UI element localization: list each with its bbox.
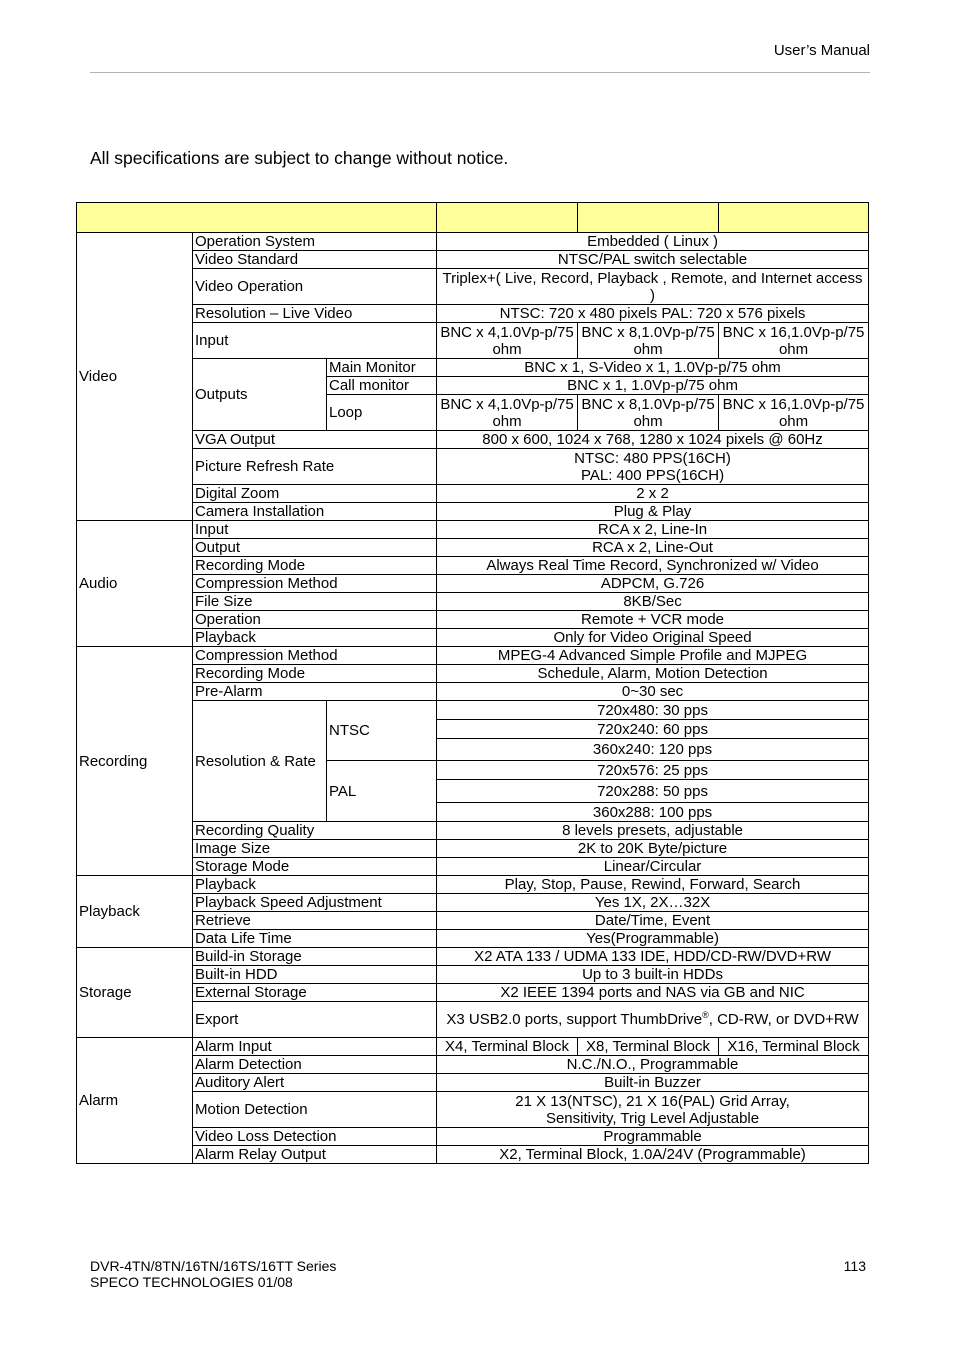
spec-value: 8 levels presets, adjustable (437, 822, 869, 840)
page-number: 113 (843, 1258, 866, 1274)
spec-label: Resolution – Live Video (193, 305, 437, 323)
spec-label: Compression Method (193, 575, 437, 593)
spec-label: Recording Mode (193, 557, 437, 575)
spec-label: Export (193, 1002, 437, 1038)
spec-label: Built-in HDD (193, 966, 437, 984)
table-row (77, 521, 869, 539)
spec-value: Triplex+( Live, Record, Playback , Remote, and Internet access ) (437, 269, 869, 305)
spec-value: MPEG-4 Advanced Simple Profile and MJPEG (437, 647, 869, 665)
spec-value: RCA x 2, Line-In (437, 521, 869, 539)
table-row (77, 966, 869, 984)
section-alarm: Alarm (77, 1038, 193, 1164)
spec-value: Up to 3 built-in HDDs (437, 966, 869, 984)
table-row (77, 305, 869, 323)
spec-value: 2K to 20K Byte/picture (437, 840, 869, 858)
spec-label: Storage Mode (193, 858, 437, 876)
table-row (77, 683, 869, 701)
spec-label: Output (193, 539, 437, 557)
table-row (77, 1146, 869, 1164)
table-row (77, 647, 869, 665)
spec-value: BNC x 1, S-Video x 1, 1.0Vp-p/75 ohm (437, 359, 869, 377)
table-row (77, 449, 869, 485)
spec-value (437, 449, 869, 485)
spec-value: NTSC/PAL switch selectable (437, 251, 869, 269)
spec-label: Video Loss Detection (193, 1128, 437, 1146)
spec-label: Data Life Time (193, 930, 437, 948)
motion-line-2: Sensitivity, Trig Level Adjustable (545, 1109, 760, 1127)
table-row (77, 1056, 869, 1074)
table-row (77, 359, 869, 377)
table-row (77, 485, 869, 503)
spec-value: Programmable (437, 1128, 869, 1146)
spec-value: Schedule, Alarm, Motion Detection (437, 665, 869, 683)
spec-value: Yes(Programmable) (437, 930, 869, 948)
spec-value-16ch: X16, Terminal Block (719, 1038, 869, 1056)
spec-value: 720x240: 60 pps (437, 720, 869, 739)
spec-value: 800 x 600, 1024 x 768, 1280 x 1024 pixels @ 60Hz (437, 431, 869, 449)
spec-label: Pre-Alarm (193, 683, 437, 701)
spec-value: ADPCM, G.726 (437, 575, 869, 593)
spec-value: Embedded ( Linux ) (437, 233, 869, 251)
table-row (77, 1002, 869, 1038)
spec-label: File Size (193, 593, 437, 611)
header-cell-item (77, 203, 437, 233)
section-audio: Audio (77, 521, 193, 647)
table-row (77, 575, 869, 593)
spec-label: Video Operation (193, 269, 437, 305)
spec-label: Auditory Alert (193, 1074, 437, 1092)
spec-label: External Storage (193, 984, 437, 1002)
spec-value (437, 1002, 869, 1038)
table-row (77, 822, 869, 840)
spec-sublabel: Call monitor (327, 377, 437, 395)
spec-label: Recording Mode (193, 665, 437, 683)
spec-label: Image Size (193, 840, 437, 858)
table-row (77, 593, 869, 611)
header-cell-16ch (719, 203, 869, 233)
header-cell-8ch (578, 203, 719, 233)
manual-title: User’s Manual (773, 42, 870, 59)
table-header-row (77, 203, 869, 233)
spec-value: Always Real Time Record, Synchronized w/ Video (437, 557, 869, 575)
spec-label: VGA Output (193, 431, 437, 449)
registered-mark: ® (702, 1010, 709, 1020)
table-row (77, 503, 869, 521)
table-row (77, 1092, 869, 1128)
spec-value: Play, Stop, Pause, Rewind, Forward, Search (437, 876, 869, 894)
table-row (77, 701, 869, 720)
header-divider (90, 72, 870, 73)
spec-label: Recording Quality (193, 822, 437, 840)
spec-label: Alarm Relay Output (193, 1146, 437, 1164)
spec-value-16ch: BNC x 16,1.0Vp-p/75 ohm (719, 323, 869, 359)
spec-value: 8KB/Sec (437, 593, 869, 611)
spec-value-8ch: BNC x 8,1.0Vp-p/75 ohm (578, 395, 719, 431)
spec-value: X2 IEEE 1394 ports and NAS via GB and NIC (437, 984, 869, 1002)
spec-label: Operation (193, 611, 437, 629)
spec-value: Only for Video Original Speed (437, 629, 869, 647)
spec-label: Alarm Input (193, 1038, 437, 1056)
spec-value-4ch: BNC x 4,1.0Vp-p/75 ohm (437, 395, 578, 431)
section-video: Video (77, 233, 193, 521)
spec-value: Linear/Circular (437, 858, 869, 876)
table-row (77, 539, 869, 557)
spec-value: Date/Time, Event (437, 912, 869, 930)
spec-label: Build-in Storage (193, 948, 437, 966)
spec-value-8ch: BNC x 8,1.0Vp-p/75 ohm (578, 323, 719, 359)
section-storage: Storage (77, 948, 193, 1038)
table-row (77, 876, 869, 894)
spec-label: Operation System (193, 233, 437, 251)
spec-value: BNC x 1, 1.0Vp-p/75 ohm (437, 377, 869, 395)
spec-value: 2 x 2 (437, 485, 869, 503)
spec-sublabel: Loop (327, 395, 437, 431)
spec-label: Alarm Detection (193, 1056, 437, 1074)
spec-label: Resolution & Rate (193, 701, 327, 822)
spec-label: Input (193, 521, 437, 539)
section-recording: Recording (77, 647, 193, 876)
header-cell-4ch (437, 203, 578, 233)
footer-series: DVR-4TN/8TN/16TN/16TS/16TT Series (90, 1258, 337, 1274)
table-row (77, 1038, 869, 1056)
spec-label: Playback (193, 876, 437, 894)
spec-value: Built-in Buzzer (437, 1074, 869, 1092)
table-row (77, 251, 869, 269)
spec-label: Input (193, 323, 437, 359)
spec-label: Digital Zoom (193, 485, 437, 503)
refresh-pal: PAL: 400 PPS(16CH) (580, 466, 725, 484)
spec-value: 720x288: 50 pps (437, 780, 869, 803)
table-row (77, 840, 869, 858)
spec-label: Playback (193, 629, 437, 647)
spec-label: Picture Refresh Rate (193, 449, 437, 485)
table-row (77, 912, 869, 930)
section-playback: Playback (77, 876, 193, 948)
spec-label: Camera Installation (193, 503, 437, 521)
spec-sublabel: Main Monitor (327, 359, 437, 377)
spec-label: Video Standard (193, 251, 437, 269)
spec-label: Motion Detection (193, 1092, 437, 1128)
spec-label: Retrieve (193, 912, 437, 930)
spec-value: N.C./N.O., Programmable (437, 1056, 869, 1074)
spec-value: 0~30 sec (437, 683, 869, 701)
table-row (77, 431, 869, 449)
table-row (77, 269, 869, 305)
table-row (77, 930, 869, 948)
specification-table (76, 202, 869, 1164)
table-row (77, 948, 869, 966)
table-row (77, 984, 869, 1002)
spec-value: Plug & Play (437, 503, 869, 521)
spec-value: 360x240: 120 pps (437, 739, 869, 761)
footer-left (90, 1258, 336, 1290)
spec-value: 720x480: 30 pps (437, 701, 869, 720)
spec-value: 360x288: 100 pps (437, 803, 869, 822)
spec-notice: All specifications are subject to change without notice. (90, 148, 509, 168)
table-row (77, 894, 869, 912)
export-text-b: , CD-RW, or DVD+RW (708, 1011, 859, 1028)
spec-value: 720x576: 25 pps (437, 761, 869, 780)
table-row (77, 233, 869, 251)
table-row (77, 1074, 869, 1092)
spec-value: NTSC: 720 x 480 pixels PAL: 720 x 576 pixels (437, 305, 869, 323)
spec-sublabel: NTSC (327, 701, 437, 761)
spec-value-16ch: BNC x 16,1.0Vp-p/75 ohm (719, 395, 869, 431)
spec-value-4ch: BNC x 4,1.0Vp-p/75 ohm (437, 323, 578, 359)
spec-value-4ch: X4, Terminal Block (437, 1038, 578, 1056)
spec-label: Compression Method (193, 647, 437, 665)
export-text-a: X3 USB2.0 ports, support ThumbDrive (446, 1011, 703, 1028)
table-row (77, 665, 869, 683)
spec-label: Outputs (193, 359, 327, 431)
spec-value: Remote + VCR mode (437, 611, 869, 629)
spec-sublabel: PAL (327, 761, 437, 822)
table-row (77, 557, 869, 575)
table-row (77, 611, 869, 629)
refresh-ntsc: NTSC: 480 PPS(16CH) (574, 449, 731, 467)
table-row (77, 323, 869, 359)
spec-value: X2 ATA 133 / UDMA 133 IDE, HDD/CD-RW/DVD+RW (437, 948, 869, 966)
motion-line-1: 21 X 13(NTSC), 21 X 16(PAL) Grid Array, (515, 1092, 790, 1110)
spec-value: X2, Terminal Block, 1.0A/24V (Programmable) (437, 1146, 869, 1164)
spec-label: Playback Speed Adjustment (193, 894, 437, 912)
spec-value: Yes 1X, 2X…32X (437, 894, 869, 912)
spec-value-8ch: X8, Terminal Block (578, 1038, 719, 1056)
spec-value (437, 1092, 869, 1128)
footer-company: SPECO TECHNOLOGIES 01/08 (90, 1274, 293, 1290)
spec-value: RCA x 2, Line-Out (437, 539, 869, 557)
table-row (77, 1128, 869, 1146)
table-row (77, 629, 869, 647)
table-row (77, 858, 869, 876)
